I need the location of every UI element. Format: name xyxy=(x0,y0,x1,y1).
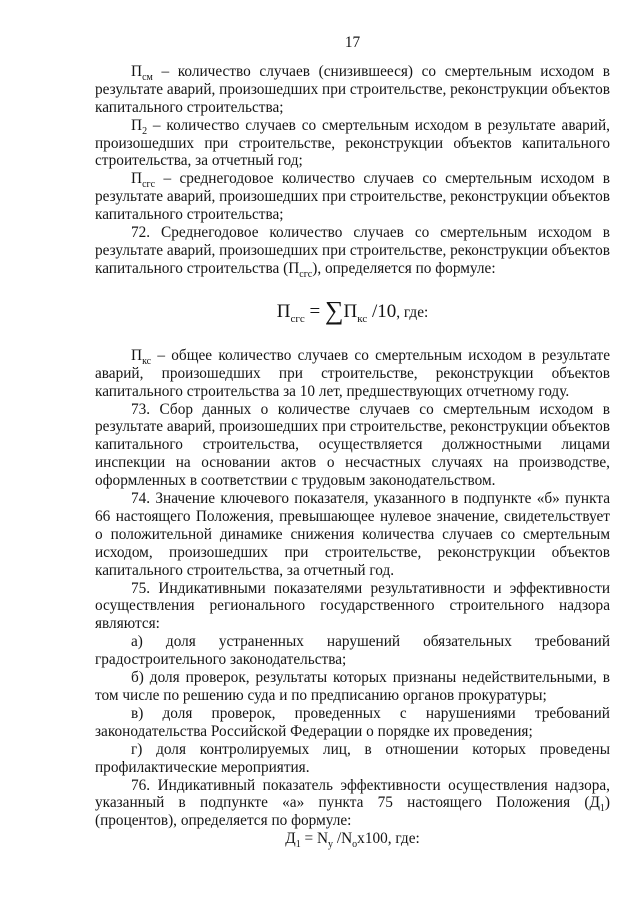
subscript: 1 xyxy=(599,803,605,815)
formula-divisor: /10 xyxy=(371,300,397,322)
subscript: см xyxy=(142,71,153,83)
formula-denominator-subscript: о xyxy=(352,839,358,851)
paragraph-text: 76. Индикативный показатель эффективности осуществления надзора, указанный в подпункте «а» пункта 75 настоящего Положения (Д xyxy=(95,776,610,812)
formula-denominator: N xyxy=(341,830,353,848)
formula-lhs-subscript: 1 xyxy=(295,839,301,851)
definition-psm xyxy=(95,63,610,117)
formula-numerator-subscript: у xyxy=(328,839,334,851)
paragraph-text: ), определяется по формуле: xyxy=(312,259,496,277)
subscript: кс xyxy=(142,355,152,367)
paragraph-75: 75. Индикативными показателями результативности и эффективности осуществления регионального государственного строительного надзора являются: xyxy=(95,579,610,633)
definition-text: – среднегодовое количество случаев со смертельным исходом в результате аварий, произошедших при строительстве, реконструкции объектов капитального строительства; xyxy=(95,170,610,224)
formula-term: П xyxy=(343,300,358,322)
definition-text: – количество случаев со смертельным исходом в результате аварий, произошедших при строительстве, реконструкции объектов капитального строительства, за отчетный год; xyxy=(95,116,610,170)
definition-text: – общее количество случаев со смертельным исходом в результате аварий, произошедших при строительстве, реконструкции объектов капитального строительства за 10 лет, предшествующих отчетному году. xyxy=(95,346,610,400)
paragraph-72 xyxy=(95,224,610,278)
definition-pks xyxy=(95,347,610,401)
list-item-g: г) доля контролируемых лиц, в отношении которых проведены профилактические мероприятия. xyxy=(95,740,610,776)
formula-lhs-subscript: сгс xyxy=(290,312,305,325)
formula-numerator: N xyxy=(316,830,329,848)
list-item-b: б) доля проверок, результаты которых признаны недействительными, в том числе по решению суда и по предписанию органов прокуратуры; xyxy=(95,669,610,704)
sum-symbol: ∑ xyxy=(324,295,344,325)
formula-d1 xyxy=(95,830,610,851)
paragraph-text: 72. Среднегодовое количество случаев со смертельным исходом в результате аварий, произошедших при строительстве, реконструкции объектов капитального строительства (П xyxy=(95,224,610,277)
list-item-a: а) доля устраненных нарушений обязательных требований градостроительного законодательства; xyxy=(95,633,610,669)
formula-rest: х100, где: xyxy=(357,830,420,848)
formula-equals: = xyxy=(309,300,321,322)
formula-divide: / xyxy=(333,830,342,848)
subscript: 2 xyxy=(142,125,148,137)
formula-tail: , где: xyxy=(396,303,429,321)
definition-p2 xyxy=(95,117,610,171)
definition-psgs xyxy=(95,170,610,224)
definition-text: – количество случаев (снизившееся) со смертельным исходом в результате аварий, произошедших при строительстве, реконструкции объектов капитального строительства; xyxy=(95,62,610,116)
formula-psgs xyxy=(95,295,610,325)
subscript: сгс xyxy=(299,268,313,280)
formula-lhs: Д xyxy=(285,830,296,848)
paragraph-74: 74. Значение ключевого показателя, указанного в подпункте «б» пункта 66 настоящего Положения, превышающее нулевое значение, свидетельствует о положительной динамике снижения количества случаев со смертельным исходом, произошедших при строительстве, реконструкции объектов капитального строительства, за отчетный год. xyxy=(95,490,610,579)
symbol: П xyxy=(131,62,143,80)
paragraph-73: 73. Сбор данных о количестве случаев со смертельным исходом в результате аварий, произошедших при строительстве, реконструкции объектов капитального строительства, осуществляется должностными лицами инспекции на основании актов о несчастных случаях на производстве, оформленных в соответствии с трудовым законодательством. xyxy=(95,400,610,490)
symbol: П xyxy=(131,116,143,134)
formula-equals: = xyxy=(300,830,317,848)
paragraph-text: ) (процентов), определяется по формуле: xyxy=(95,794,610,830)
formula-term-subscript: кс xyxy=(357,312,368,325)
formula-lhs: П xyxy=(276,300,291,322)
list-item-v: в) доля проверок, проведенных с нарушениями требований законодательства Российской Федерации о порядке их проведения; xyxy=(95,704,610,740)
symbol: П xyxy=(131,346,143,364)
paragraph-76 xyxy=(95,777,610,831)
subscript: сгс xyxy=(142,179,156,191)
symbol: П xyxy=(131,170,143,188)
page-number: 17 xyxy=(344,34,361,51)
